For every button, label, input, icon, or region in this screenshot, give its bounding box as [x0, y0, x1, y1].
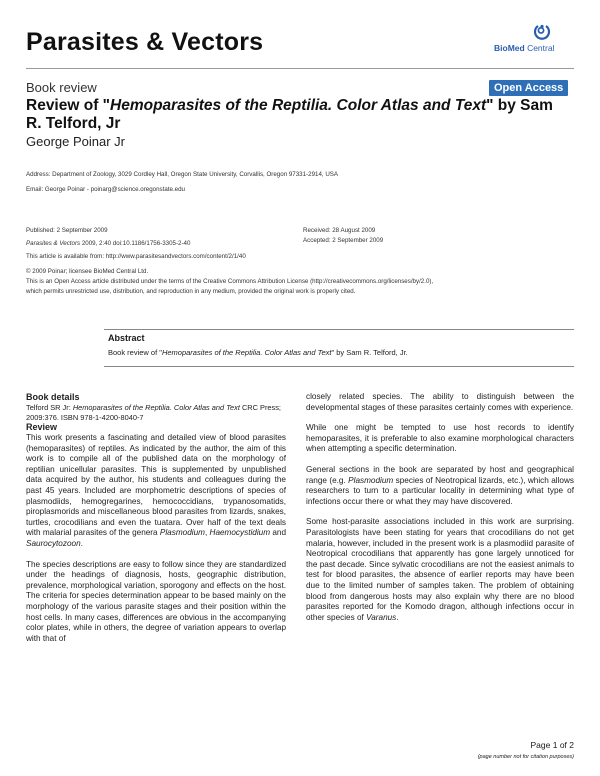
- biomed-logo-bold: BioMed: [494, 43, 525, 53]
- open-access-badge: Open Access: [489, 80, 568, 96]
- p6-genus: Varanus: [366, 612, 397, 622]
- biomed-logo-text: [494, 43, 554, 53]
- citation-journal: Parasites & Vectors: [26, 240, 81, 247]
- abstract-pre: Book review of ": [108, 348, 162, 357]
- p1-genus-1: Plasmodium: [159, 528, 205, 538]
- abstract-box: [104, 329, 574, 367]
- p1-genus-3: Saurocytozoon: [26, 538, 81, 548]
- received-date: Received: 28 August 2009: [303, 227, 376, 234]
- p1-text-a: This work presents a fascinating and detailed view of blood parasites (hemoparasites) of reptiles. As indicated by the author, the aim of this work is to compile all of the published data on the morphology of reptilian unicellular parasites. This is supplemented by unpublished data acquired by the author, his students and colleagues during the past 45 years. Included are morphometric descriptions of species of plasmodiids, hemogregarines, hemococcidians, trypanosomatids, piroplasmorids and miscellaneous blood parasites from lizards, snakes, turtles, crocodilians and even the tuatara. Over half of the text deals with malarial parasites of the genera: [26, 433, 286, 538]
- abstract-italic: Hemoparasites of the Reptilia. Color Atlas and Text: [161, 348, 332, 357]
- title-post: " by Sam R. Telford, Jr: [26, 97, 553, 132]
- copyright: © 2009 Poinar; licensee BioMed Central Ltd.: [26, 268, 149, 275]
- p6-text-a: Some host-parasite associations included in this work are surprising. Parasitologists have been stating for years that crocodilians do not get malaria, however, included in the present work is a plasmodiid parasite of Neotropical crocodilians that apparently has gone largely unnoticed for the past decade. Since sylvatic crocodilians are not the easiest animals to test for blood parasites, the absence of earlier reports may have been due to the limited number of samples taken. The problem of obtaining blood from dangerous hosts may also explain why there are no blood parasites reported for the Komodo dragon, although infections occur in other species of: [306, 517, 574, 622]
- paragraph-3: closely related species. The ability to distinguish between the developmental stages of these parasites certainly comes with experience.: [306, 392, 574, 412]
- p5-genus: Plasmodium: [348, 475, 394, 485]
- paragraph-2: The species descriptions are easy to follow since they are standardized under the headings of diagnosis, hosts, geographic distribution, prevalence, morphological variation, sporogony and effects on the host. The criteria for species determination appear to be based mainly on the morphology of the various parasite stages and their position within the host cells. In many cases, differences are obvious in the accompanying color plates, while in others, the degree of variation appears to overlap with that of: [26, 559, 286, 643]
- page-number-note: (page number not for citation purposes): [477, 754, 574, 760]
- paragraph-5: [306, 465, 574, 507]
- citation-details: 2009, 2:40 doi:10.1186/1756-3305-2-40: [80, 240, 191, 247]
- biomed-logo-icon: [494, 24, 564, 44]
- article-type: Book review: [26, 80, 97, 95]
- right-column: [306, 392, 574, 633]
- p6-text-b: .: [396, 612, 399, 622]
- license-line-2: which permits unrestricted use, distribution, and reproduction in any medium, provided the original work is properly cited.: [26, 288, 356, 295]
- biomed-central-logo: [494, 24, 564, 54]
- p1-text-c: and: [270, 528, 286, 538]
- biomed-logo-light: Central: [524, 43, 555, 53]
- p5-text-b: species of Neotropical lizards, etc.), which allows researchers to turn to a particular locality in determining what type of infections occur there or what they may have discovered.: [306, 475, 574, 506]
- p1-text-b: ,: [204, 528, 210, 538]
- accepted-date: Accepted: 2 September 2009: [303, 237, 384, 244]
- article-url[interactable]: This article is available from: http://www.parasitesandvectors.com/content/2/1/40: [26, 253, 246, 260]
- author-address: Address: Department of Zoology, 3029 Cordley Hall, Oregon State University, Corvallis, Oregon 97331-2914, USA: [26, 171, 339, 178]
- paragraph-4: While one might be tempted to use host records to identify hemoparasites, it is preferable to also examine morphological characters when attempting a specific determination.: [306, 423, 574, 454]
- published-date: Published: 2 September 2009: [26, 227, 108, 234]
- review-heading: Review: [26, 422, 58, 432]
- title-pre: Review of ": [26, 97, 111, 114]
- book-details-text: [26, 403, 286, 422]
- book-details-pre: Telford SR Jr:: [26, 403, 73, 412]
- book-details-post: CRC Press; 2009:376. ISBN 978-1-4200-8040-7: [26, 403, 281, 422]
- author-email: Email: George Poinar - poinarg@science.oregonstate.edu: [26, 186, 185, 193]
- citation: [26, 239, 190, 248]
- p1-genus-2: Haemocystidium: [209, 528, 271, 538]
- abstract-post: " by Sam R. Telford, Jr.: [331, 348, 408, 357]
- author-list: George Poinar Jr: [26, 134, 125, 149]
- book-details-heading: Book details: [26, 392, 80, 402]
- title-italic: Hemoparasites of the Reptilia. Color Atlas and Text: [110, 97, 487, 114]
- article-title: [26, 97, 566, 133]
- license-line-1: This is an Open Access article distributed under the terms of the Creative Commons Attribution License (http://creativecommons.org/licenses/by/2.0),: [26, 278, 434, 285]
- paragraph-6: [306, 517, 574, 623]
- left-column: [26, 392, 286, 654]
- abstract-text: [108, 348, 408, 357]
- header-rule: [26, 68, 574, 69]
- paragraph-1: [26, 433, 286, 550]
- journal-title: Parasites & Vectors: [26, 28, 264, 56]
- page-number: Page 1 of 2: [530, 740, 574, 750]
- p5-text-a: General sections in the book are separated by host and geographical range (e.g.: [306, 464, 574, 485]
- abstract-heading: Abstract: [108, 333, 145, 343]
- book-details-italic: Hemoparasites of the Reptilia. Color Atlas and Text: [72, 403, 240, 412]
- p1-text-d: .: [80, 538, 83, 548]
